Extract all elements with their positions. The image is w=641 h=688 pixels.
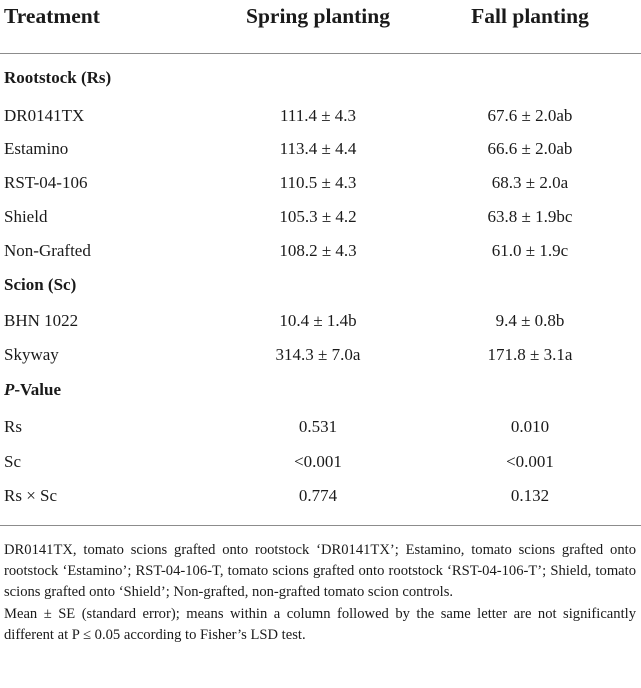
treatment-cell: Shield <box>4 207 48 226</box>
fall-value-cell: 66.6 ± 2.0ab <box>487 139 573 158</box>
table-bottom-divider <box>0 525 641 526</box>
fall-value-cell: 67.6 ± 2.0ab <box>487 106 573 125</box>
section-heading-scion <box>0 266 641 304</box>
fall-value-cell: <0.001 <box>506 452 554 471</box>
fall-value-cell: 171.8 ± 3.1a <box>487 345 573 364</box>
fall-value-cell: 63.8 ± 1.9bc <box>487 207 573 226</box>
table-row <box>0 477 641 515</box>
fall-value-cell: 61.0 ± 1.9c <box>491 241 569 260</box>
section-title: Rootstock (Rs) <box>4 68 112 87</box>
treatment-cell: Sc <box>4 452 21 471</box>
section-title-italic: P <box>4 380 15 399</box>
fall-value-cell: 68.3 ± 2.0a <box>491 173 569 192</box>
spring-value-cell: 0.774 <box>298 486 338 505</box>
table-row <box>0 302 641 340</box>
section-title <box>4 371 61 409</box>
fall-value-cell: 0.132 <box>510 486 550 505</box>
table-row <box>0 408 641 446</box>
header-treatment: Treatment <box>4 4 100 28</box>
treatment-cell: Estamino <box>4 139 69 158</box>
treatment-cell: RST-04-106 <box>4 173 88 192</box>
treatment-cell: Rs × Sc <box>4 486 58 505</box>
table-row <box>0 164 641 202</box>
table-row <box>0 130 641 168</box>
spring-value-cell: 108.2 ± 4.3 <box>279 241 357 260</box>
fall-value-cell: 0.010 <box>510 417 550 436</box>
spring-value-cell: 10.4 ± 1.4b <box>279 311 357 330</box>
table-header <box>0 0 641 38</box>
header-fall-planting: Fall planting <box>471 4 589 28</box>
table-row <box>0 336 641 374</box>
header-spring-planting: Spring planting <box>246 4 390 28</box>
spring-value-cell: 111.4 ± 4.3 <box>279 106 357 125</box>
spring-value-cell: 0.531 <box>298 417 338 436</box>
treatment-cell: Skyway <box>4 345 59 364</box>
spring-value-cell: <0.001 <box>294 452 342 471</box>
table-row <box>0 443 641 481</box>
spring-value-cell: 113.4 ± 4.4 <box>279 139 357 158</box>
spring-value-cell: 110.5 ± 4.3 <box>279 173 357 192</box>
section-title-rest: -Value <box>14 380 61 399</box>
treatment-cell: DR0141TX <box>4 106 85 125</box>
table-row <box>0 198 641 236</box>
footnote-statistics: Mean ± SE (standard error); means within a column followed by the same letter are not significantly different at P ≤ 0.05 according to Fisher’s LSD test. <box>4 605 636 643</box>
spring-value-cell: 105.3 ± 4.2 <box>279 207 357 226</box>
fall-value-cell: 9.4 ± 0.8b <box>495 311 565 330</box>
section-heading-rootstock <box>0 59 641 97</box>
header-divider <box>0 53 641 54</box>
spring-value-cell: 314.3 ± 7.0a <box>275 345 361 364</box>
table-row <box>0 232 641 270</box>
treatment-cell: Rs <box>4 417 22 436</box>
footnote-abbreviations: DR0141TX, tomato scions grafted onto rootstock ‘DR0141TX’; Estamino, tomato scions grafted onto rootstock ‘Estamino’; RST-04-106-T, tomato scions grafted onto rootstock ‘RST-04-106-T’; Shield, tomato scions grafted onto ‘Shield’; Non-grafted, non-grafted tomato scion controls. <box>4 542 636 601</box>
table-footnotes <box>4 540 636 646</box>
treatment-cell: BHN 1022 <box>4 311 79 330</box>
treatment-cell: Non-Grafted <box>4 241 91 260</box>
section-title: Scion (Sc) <box>4 275 77 294</box>
section-heading-p-value <box>0 371 641 409</box>
